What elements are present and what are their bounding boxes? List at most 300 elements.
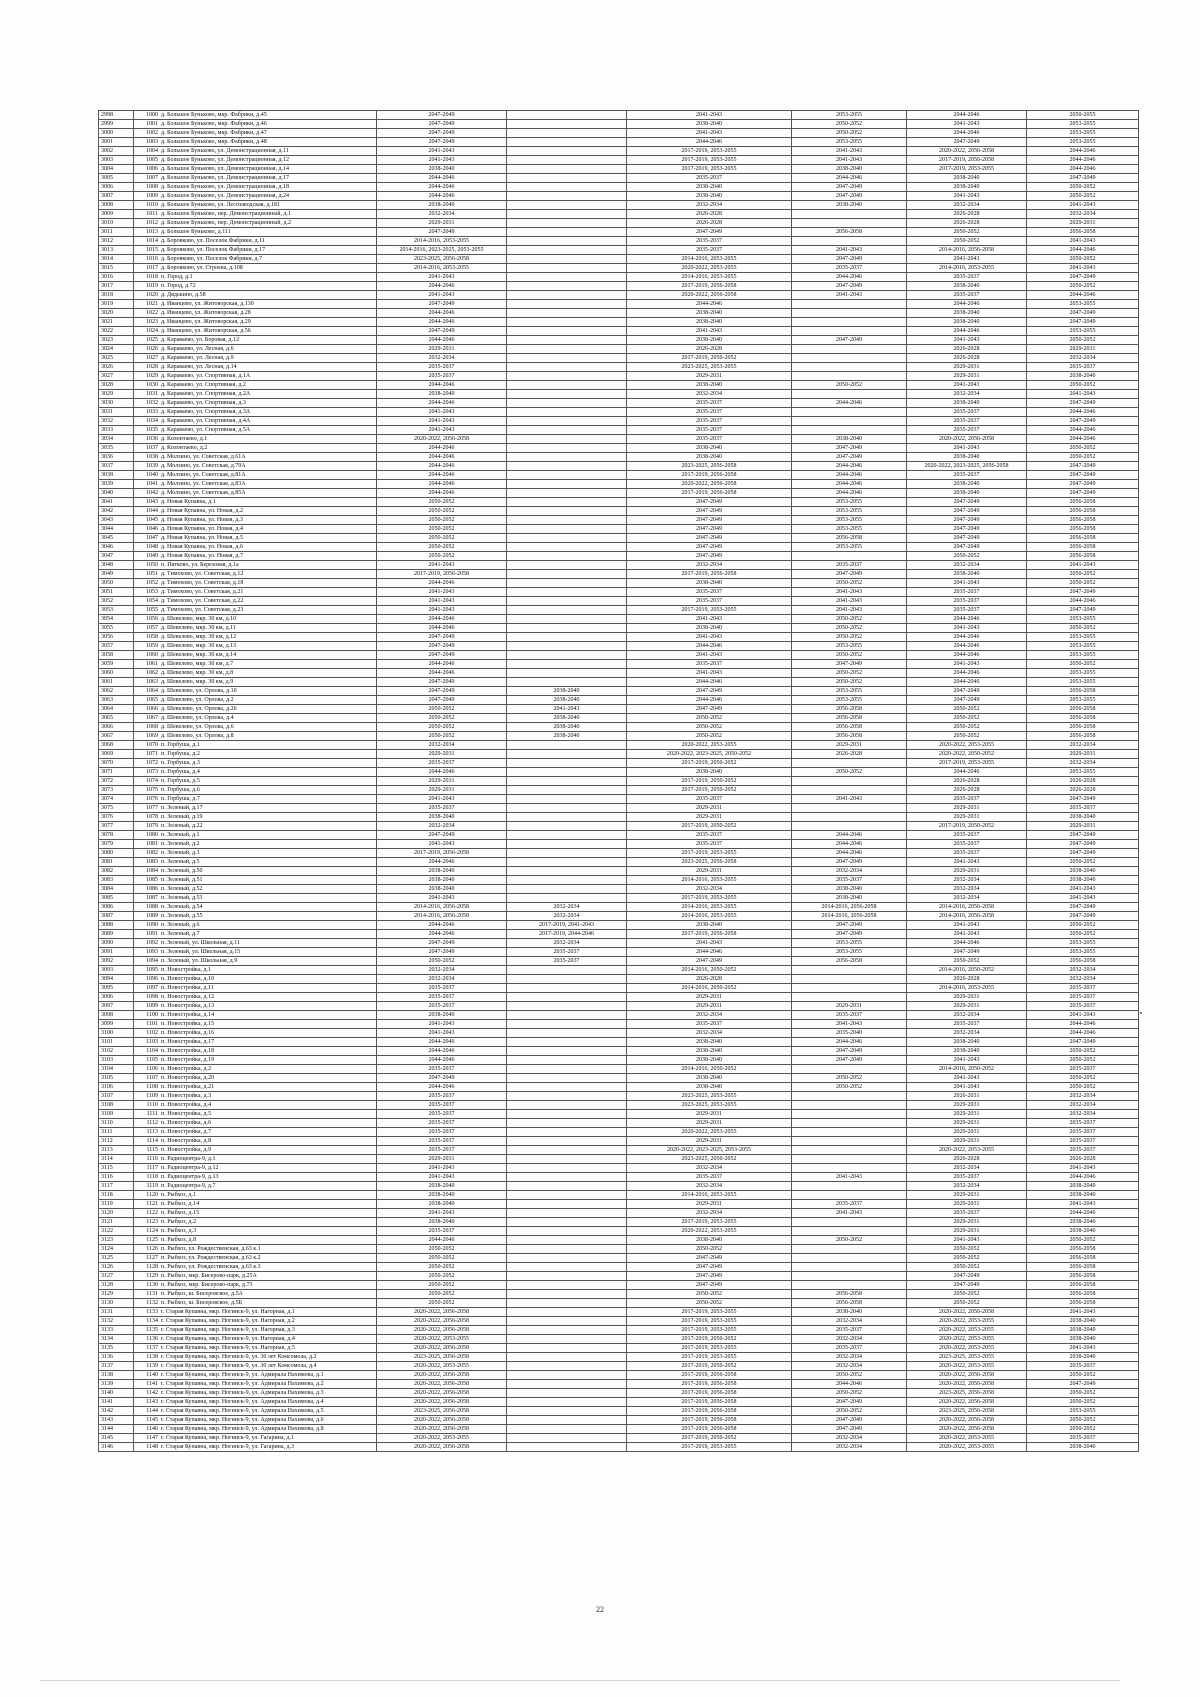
address-cell bbox=[134, 894, 377, 903]
address-cell bbox=[134, 273, 377, 282]
row-number-cell: 3138 bbox=[99, 1371, 134, 1380]
period-cell-6: 2056-2058 bbox=[1027, 543, 1139, 552]
period-cell-4: 2053-2055 bbox=[792, 939, 907, 948]
period-cell-3: 2038-2040 bbox=[627, 1236, 792, 1245]
address-text: п. Рыбхоз, д.15 bbox=[161, 1210, 200, 1216]
address-cell bbox=[134, 345, 377, 354]
row-number-cell: 3073 bbox=[99, 786, 134, 795]
period-cell-6: 2056-2058 bbox=[1027, 516, 1139, 525]
row-number-cell: 3091 bbox=[99, 948, 134, 957]
period-cell-3: 2035-2037 bbox=[627, 831, 792, 840]
address-cell bbox=[134, 768, 377, 777]
period-cell-2: 2032-2034 bbox=[507, 939, 627, 948]
period-cell-6: 2047-2049 bbox=[1027, 174, 1139, 183]
item-number: 1048 bbox=[146, 544, 158, 550]
table-row bbox=[99, 930, 1139, 939]
period-cell-1: 2044-2046 bbox=[377, 192, 507, 201]
row-number-cell: 3061 bbox=[99, 678, 134, 687]
period-cell-4 bbox=[792, 210, 907, 219]
period-cell-2 bbox=[507, 1200, 627, 1209]
period-cell-3: 2041-2043 bbox=[627, 939, 792, 948]
row-number-cell: 3045 bbox=[99, 534, 134, 543]
period-cell-1: 2020-2022, 2056-2058 bbox=[377, 1398, 507, 1407]
table-row bbox=[99, 462, 1139, 471]
period-cell-1: 2044-2046 bbox=[377, 480, 507, 489]
row-number-cell: 3145 bbox=[99, 1434, 134, 1443]
period-cell-1: 2044-2046 bbox=[377, 858, 507, 867]
period-cell-3: 2014-2016, 2050-2052 bbox=[627, 966, 792, 975]
address-text: п. Новостройка, д.16 bbox=[161, 1030, 215, 1036]
item-number: 1013 bbox=[146, 229, 158, 235]
period-cell-6: 2053-2055 bbox=[1027, 120, 1139, 129]
period-cell-1: 2047-2049 bbox=[377, 831, 507, 840]
period-cell-4: 2035-2037 bbox=[792, 1344, 907, 1353]
row-number-cell: 3101 bbox=[99, 1038, 134, 1047]
address-text: п. Новостройка, д.17 bbox=[161, 1039, 215, 1045]
period-cell-3: 2035-2037 bbox=[627, 174, 792, 183]
table-row bbox=[99, 1011, 1139, 1020]
period-cell-6: 2053-2055 bbox=[1027, 615, 1139, 624]
period-cell-5: 2026-2028 bbox=[907, 1155, 1027, 1164]
period-cell-6: 2038-2040 bbox=[1027, 1326, 1139, 1335]
period-cell-5: 2026-2028 bbox=[907, 975, 1027, 984]
table-row bbox=[99, 273, 1139, 282]
period-cell-2 bbox=[507, 813, 627, 822]
table-row bbox=[99, 1443, 1139, 1452]
item-number: 1078 bbox=[146, 814, 158, 820]
period-cell-6: 2053-2055 bbox=[1027, 633, 1139, 642]
row-number-cell: 3121 bbox=[99, 1218, 134, 1227]
period-cell-4: 2044-2046 bbox=[792, 849, 907, 858]
period-cell-6: 2044-2046 bbox=[1027, 165, 1139, 174]
period-cell-6: 2029-2031 bbox=[1027, 219, 1139, 228]
address-text: п. Зеленый, д.53 bbox=[161, 895, 203, 901]
address-text: д. Шевелево, мкр. 30 км, д.13 bbox=[161, 643, 237, 649]
table-row bbox=[99, 1380, 1139, 1389]
table-body bbox=[99, 111, 1139, 1452]
period-cell-6: 2041-2043 bbox=[1027, 561, 1139, 570]
period-cell-6: 2050-2052 bbox=[1027, 1416, 1139, 1425]
period-cell-1: 2047-2049 bbox=[377, 642, 507, 651]
period-cell-6: 2056-2058 bbox=[1027, 1272, 1139, 1281]
item-number: 1126 bbox=[146, 1246, 158, 1252]
period-cell-4: 2038-2040 bbox=[792, 435, 907, 444]
item-number: 1122 bbox=[146, 1210, 158, 1216]
period-cell-5: 2029-2031 bbox=[907, 1191, 1027, 1200]
address-text: д. Караваево, ул. Спортивная, д.2 bbox=[161, 382, 246, 388]
address-text: п. Рыбхоз, д.14 bbox=[161, 1201, 200, 1207]
row-number-cell: 3084 bbox=[99, 885, 134, 894]
period-cell-1: 2050-2052 bbox=[377, 957, 507, 966]
address-cell bbox=[134, 1245, 377, 1254]
period-cell-1: 2041-2043 bbox=[377, 894, 507, 903]
period-cell-3: 2050-2052 bbox=[627, 732, 792, 741]
item-number: 1051 bbox=[146, 571, 158, 577]
period-cell-6: 2044-2046 bbox=[1027, 156, 1139, 165]
table-row bbox=[99, 345, 1139, 354]
address-text: п. Рыбхоз, д.2 bbox=[161, 1219, 197, 1225]
period-cell-5: 2044-2046 bbox=[907, 939, 1027, 948]
item-number: 1032 bbox=[146, 400, 158, 406]
item-number: 1093 bbox=[146, 949, 158, 955]
period-cell-5: 2020-2022, 2053-2055 bbox=[907, 1326, 1027, 1335]
period-cell-5: 2017-2019, 2053-2055 bbox=[907, 165, 1027, 174]
item-number: 1069 bbox=[146, 733, 158, 739]
period-cell-3: 2035-2037 bbox=[627, 588, 792, 597]
period-cell-6: 2053-2055 bbox=[1027, 327, 1139, 336]
period-cell-2 bbox=[507, 561, 627, 570]
address-cell bbox=[134, 426, 377, 435]
period-cell-2 bbox=[507, 741, 627, 750]
item-number: 1050 bbox=[146, 562, 158, 568]
item-number: 1139 bbox=[146, 1363, 158, 1369]
address-text: д. Боровково, ул. Поселок Фабрики, д.7 bbox=[161, 256, 263, 262]
period-cell-1: 2044-2046 bbox=[377, 462, 507, 471]
period-cell-1: 2044-2046 bbox=[377, 336, 507, 345]
table-row bbox=[99, 1434, 1139, 1443]
address-text: п. Рыбхоз, ул. Рождественская, д.63 к.1 bbox=[161, 1246, 261, 1252]
address-cell bbox=[134, 822, 377, 831]
table-row bbox=[99, 1236, 1139, 1245]
address-text: п. Зеленый, д.7 bbox=[161, 931, 200, 937]
address-cell bbox=[134, 1344, 377, 1353]
period-cell-6: 2047-2049 bbox=[1027, 903, 1139, 912]
period-cell-1: 2038-2040 bbox=[377, 165, 507, 174]
period-cell-6: 2041-2043 bbox=[1027, 264, 1139, 273]
row-number-cell: 3007 bbox=[99, 192, 134, 201]
period-cell-3: 2035-2037 bbox=[627, 408, 792, 417]
period-cell-5: 2020-2022, 2053-2055 bbox=[907, 1434, 1027, 1443]
address-text: д. Новая Купавна, д.1 bbox=[161, 499, 216, 505]
item-number: 1130 bbox=[146, 1282, 158, 1288]
item-number: 1120 bbox=[146, 1192, 158, 1198]
item-number: 1063 bbox=[146, 679, 158, 685]
row-number-cell: 3060 bbox=[99, 669, 134, 678]
row-number-cell: 3106 bbox=[99, 1083, 134, 1092]
address-text: д. Большое Буньково, ул. Лесозаводская, д.181 bbox=[161, 202, 281, 208]
table-row bbox=[99, 624, 1139, 633]
period-cell-6: 2056-2058 bbox=[1027, 687, 1139, 696]
address-text: п. Новостройка, д.9 bbox=[161, 1147, 212, 1153]
period-cell-1: 2044-2046 bbox=[377, 1047, 507, 1056]
item-number: 1047 bbox=[146, 535, 158, 541]
table-row bbox=[99, 849, 1139, 858]
period-cell-6: 2035-2037 bbox=[1027, 1137, 1139, 1146]
period-cell-3: 2029-2031 bbox=[627, 1137, 792, 1146]
item-number: 1148 bbox=[146, 1444, 158, 1450]
period-cell-2 bbox=[507, 1110, 627, 1119]
row-number-cell: 3009 bbox=[99, 210, 134, 219]
table-row bbox=[99, 750, 1139, 759]
period-cell-4: 2035-2037 bbox=[792, 1011, 907, 1020]
period-cell-3: 2017-2019, 2053-2055 bbox=[627, 1218, 792, 1227]
period-cell-4: 2044-2046 bbox=[792, 840, 907, 849]
period-cell-5: 2050-2052 bbox=[907, 1245, 1027, 1254]
period-cell-3: 2017-2019, 2056-2058 bbox=[627, 1398, 792, 1407]
address-cell bbox=[134, 840, 377, 849]
period-cell-1: 2050-2052 bbox=[377, 1245, 507, 1254]
period-cell-6: 2050-2052 bbox=[1027, 1074, 1139, 1083]
item-number: 1022 bbox=[146, 310, 158, 316]
table-row bbox=[99, 1362, 1139, 1371]
address-cell bbox=[134, 156, 377, 165]
period-cell-3: 2017-2019, 2056-2058 bbox=[627, 282, 792, 291]
period-cell-2 bbox=[507, 264, 627, 273]
item-number: 1081 bbox=[146, 841, 158, 847]
row-number-cell: 3102 bbox=[99, 1047, 134, 1056]
period-cell-3: 2017-2019, 2056-2058 bbox=[627, 1371, 792, 1380]
period-cell-3: 2038-2040 bbox=[627, 921, 792, 930]
period-cell-2 bbox=[507, 471, 627, 480]
period-cell-3: 2026-2028 bbox=[627, 210, 792, 219]
period-cell-4: 2050-2052 bbox=[792, 1074, 907, 1083]
period-cell-6: 2050-2052 bbox=[1027, 858, 1139, 867]
period-cell-1: 2023-2025, 2056-2058 bbox=[377, 1407, 507, 1416]
address-cell bbox=[134, 201, 377, 210]
address-text: п. Горбуша, д.3 bbox=[161, 760, 200, 766]
table-row bbox=[99, 1272, 1139, 1281]
address-text: д. Иванцево, ул. Житоворская, д.56 bbox=[161, 328, 251, 334]
row-number-cell: 3055 bbox=[99, 624, 134, 633]
address-cell bbox=[134, 1254, 377, 1263]
table-row bbox=[99, 660, 1139, 669]
table-row bbox=[99, 435, 1139, 444]
row-number-cell: 3104 bbox=[99, 1065, 134, 1074]
address-text: д. Караваево, ул. Спортивная, д.4А bbox=[161, 418, 251, 424]
period-cell-5: 2047-2049 bbox=[907, 516, 1027, 525]
period-cell-6: 2056-2058 bbox=[1027, 534, 1139, 543]
item-number: 1118 bbox=[146, 1174, 158, 1180]
period-cell-3: 2017-2019, 2050-2052 bbox=[627, 354, 792, 363]
address-text: г. Старая Купавна, мкр. Ногинск-9, ул. Нагорная, д.2 bbox=[161, 1318, 295, 1324]
period-cell-6: 2044-2046 bbox=[1027, 291, 1139, 300]
period-cell-4: 2050-2052 bbox=[792, 1236, 907, 1245]
period-cell-5: 2020-2022, 2053-2055 bbox=[907, 1362, 1027, 1371]
item-number: 1113 bbox=[146, 1129, 158, 1135]
period-cell-4: 2041-2043 bbox=[792, 1020, 907, 1029]
period-cell-2 bbox=[507, 1389, 627, 1398]
period-cell-3: 2023-2025, 2056-2058 bbox=[627, 462, 792, 471]
row-number-cell: 2999 bbox=[99, 120, 134, 129]
period-cell-3: 2035-2037 bbox=[627, 1020, 792, 1029]
item-number: 1039 bbox=[146, 463, 158, 469]
item-number: 1052 bbox=[146, 580, 158, 586]
address-text: д. Шевелево, мкр. 30 км, д.8 bbox=[161, 670, 234, 676]
period-cell-4: 2032-2034 bbox=[792, 1434, 907, 1443]
period-cell-1: 2041-2043 bbox=[377, 840, 507, 849]
period-cell-5: 2044-2046 bbox=[907, 669, 1027, 678]
period-cell-3: 2020-2022, 2023-2025, 2053-2055 bbox=[627, 1146, 792, 1155]
period-cell-4: 2029-2031 bbox=[792, 1002, 907, 1011]
period-cell-2 bbox=[507, 822, 627, 831]
period-cell-2 bbox=[507, 399, 627, 408]
period-cell-4 bbox=[792, 1245, 907, 1254]
address-text: п. Горбуша, д.1 bbox=[161, 742, 200, 748]
address-text: д. Караваево, ул. Спортивная, д.5А bbox=[161, 427, 251, 433]
period-cell-1: 2044-2046 bbox=[377, 624, 507, 633]
period-cell-4 bbox=[792, 1119, 907, 1128]
period-cell-5: 2020-2022, 2056-2058 bbox=[907, 1416, 1027, 1425]
address-text: п. Рыбхоз, ш. Бисеровское, д.5Б bbox=[161, 1300, 243, 1306]
row-number-cell: 3048 bbox=[99, 561, 134, 570]
item-number: 1000 bbox=[146, 112, 158, 118]
period-cell-3: 2014-2016, 2053-2055 bbox=[627, 273, 792, 282]
period-cell-4: 2047-2049 bbox=[792, 660, 907, 669]
period-cell-4: 2044-2046 bbox=[792, 174, 907, 183]
table-row bbox=[99, 219, 1139, 228]
address-text: п. Рыбхоз, д.8 bbox=[161, 1237, 197, 1243]
table-row bbox=[99, 642, 1139, 651]
address-cell bbox=[134, 1191, 377, 1200]
address-text: п. Рыбхоз, мкр. Бисерово-парк, д.73 bbox=[161, 1282, 253, 1288]
row-number-cell: 3114 bbox=[99, 1155, 134, 1164]
item-number: 1095 bbox=[146, 967, 158, 973]
period-cell-2 bbox=[507, 615, 627, 624]
address-cell bbox=[134, 318, 377, 327]
period-cell-2 bbox=[507, 390, 627, 399]
table-row bbox=[99, 498, 1139, 507]
period-cell-4 bbox=[792, 327, 907, 336]
item-number: 1049 bbox=[146, 553, 158, 559]
period-cell-3: 2020-2022, 2056-2058 bbox=[627, 480, 792, 489]
table-row bbox=[99, 1191, 1139, 1200]
period-cell-3: 2038-2040 bbox=[627, 768, 792, 777]
period-cell-3: 2032-2034 bbox=[627, 561, 792, 570]
table-row bbox=[99, 516, 1139, 525]
period-cell-5: 2044-2046 bbox=[907, 111, 1027, 120]
period-cell-5: 2041-2043 bbox=[907, 336, 1027, 345]
table-row bbox=[99, 129, 1139, 138]
address-cell bbox=[134, 1182, 377, 1191]
row-number-cell: 3131 bbox=[99, 1308, 134, 1317]
address-text: п. Новостройка, д.10 bbox=[161, 976, 215, 982]
period-cell-1: 2050-2052 bbox=[377, 1281, 507, 1290]
period-cell-6: 2050-2052 bbox=[1027, 1083, 1139, 1092]
period-cell-6: 2056-2058 bbox=[1027, 1290, 1139, 1299]
period-cell-1: 2038-2040 bbox=[377, 876, 507, 885]
row-number-cell: 3057 bbox=[99, 642, 134, 651]
table-row bbox=[99, 1002, 1139, 1011]
period-cell-6: 2047-2049 bbox=[1027, 462, 1139, 471]
period-cell-3: 2029-2031 bbox=[627, 993, 792, 1002]
address-text: г. Старая Купавна, мкр. Ногинск-9, ул. 30 лет Комсомола, д.4 bbox=[161, 1363, 317, 1369]
period-cell-4 bbox=[792, 1164, 907, 1173]
row-number-cell: 3135 bbox=[99, 1344, 134, 1353]
period-cell-6: 2044-2046 bbox=[1027, 435, 1139, 444]
period-cell-4 bbox=[792, 813, 907, 822]
period-cell-4: 2044-2046 bbox=[792, 1380, 907, 1389]
period-cell-6: 2056-2058 bbox=[1027, 1281, 1139, 1290]
period-cell-5: 2044-2046 bbox=[907, 678, 1027, 687]
item-number: 1135 bbox=[146, 1327, 158, 1333]
item-number: 1123 bbox=[146, 1219, 158, 1225]
row-number-cell: 3136 bbox=[99, 1353, 134, 1362]
period-cell-4: 2041-2043 bbox=[792, 597, 907, 606]
period-cell-1: 2050-2052 bbox=[377, 705, 507, 714]
table-row bbox=[99, 615, 1139, 624]
period-cell-6: 2050-2052 bbox=[1027, 453, 1139, 462]
period-cell-5: 2014-2016, 2053-2055 bbox=[907, 984, 1027, 993]
period-cell-1: 2044-2046 bbox=[377, 489, 507, 498]
table-row bbox=[99, 471, 1139, 480]
period-cell-3: 2020-2022, 2023-2025, 2050-2052 bbox=[627, 750, 792, 759]
address-cell bbox=[134, 1434, 377, 1443]
period-cell-4: 2014-2016, 2056-2058 bbox=[792, 912, 907, 921]
address-cell bbox=[134, 1389, 377, 1398]
item-number: 1040 bbox=[146, 472, 158, 478]
address-text: д. Караваево, ул. Лесная, д.9 bbox=[161, 355, 234, 361]
period-cell-3: 2038-2040 bbox=[627, 336, 792, 345]
item-number: 1111 bbox=[146, 1111, 158, 1117]
period-cell-4 bbox=[792, 1128, 907, 1137]
period-cell-2 bbox=[507, 1065, 627, 1074]
period-cell-2 bbox=[507, 318, 627, 327]
item-number: 1080 bbox=[146, 832, 158, 838]
period-cell-4: 2047-2049 bbox=[792, 570, 907, 579]
address-text: г. Старая Купавна, мкр. Ногинск-9, ул. Нагорная, д.1 bbox=[161, 1309, 295, 1315]
period-cell-5: 2047-2049 bbox=[907, 543, 1027, 552]
row-number-cell: 3063 bbox=[99, 696, 134, 705]
period-cell-5: 2020-2022, 2056-2058 bbox=[907, 1398, 1027, 1407]
item-number: 1025 bbox=[146, 337, 158, 343]
period-cell-4: 2047-2049 bbox=[792, 453, 907, 462]
period-cell-2 bbox=[507, 435, 627, 444]
period-cell-3: 2050-2052 bbox=[627, 723, 792, 732]
period-cell-5: 2029-2031 bbox=[907, 804, 1027, 813]
address-text: д. Большое Буньково, мкр. Фабрики, д.48 bbox=[161, 139, 267, 145]
item-number: 1092 bbox=[146, 940, 158, 946]
address-cell bbox=[134, 1155, 377, 1164]
period-cell-4: 2047-2049 bbox=[792, 1416, 907, 1425]
item-number: 1134 bbox=[146, 1318, 158, 1324]
address-text: г. Старая Купавна, мкр. Ногинск-9, ул. Гагарина, д.3 bbox=[161, 1444, 295, 1450]
address-cell bbox=[134, 390, 377, 399]
row-number-cell: 3105 bbox=[99, 1074, 134, 1083]
period-cell-2 bbox=[507, 1029, 627, 1038]
item-number: 1083 bbox=[146, 859, 158, 865]
period-cell-2 bbox=[507, 660, 627, 669]
period-cell-5: 2026-2028 bbox=[907, 219, 1027, 228]
period-cell-1: 2029-2031 bbox=[377, 219, 507, 228]
address-text: д. Боровково, ул. Поселок Фабрики, д.17 bbox=[161, 247, 266, 253]
period-cell-1: 2032-2034 bbox=[377, 741, 507, 750]
period-cell-1: 2020-2022, 2056-2058 bbox=[377, 1416, 507, 1425]
period-cell-1: 2041-2043 bbox=[377, 273, 507, 282]
row-number-cell: 3038 bbox=[99, 471, 134, 480]
period-cell-4 bbox=[792, 759, 907, 768]
table-row bbox=[99, 165, 1139, 174]
address-text: г. Старая Купавна, мкр. Ногинск-9, ул. Адмирала Нахимова, д.8 bbox=[161, 1426, 324, 1432]
period-cell-1: 2029-2031 bbox=[377, 777, 507, 786]
period-cell-3: 2017-2019, 2050-2052 bbox=[627, 777, 792, 786]
period-cell-2 bbox=[507, 1425, 627, 1434]
table-row bbox=[99, 1425, 1139, 1434]
address-cell bbox=[134, 1173, 377, 1182]
period-cell-1: 2038-2040 bbox=[377, 867, 507, 876]
period-cell-3: 2020-2022, 2053-2055 bbox=[627, 1128, 792, 1137]
address-cell bbox=[134, 534, 377, 543]
period-cell-2 bbox=[507, 534, 627, 543]
period-cell-4 bbox=[792, 1101, 907, 1110]
period-cell-4: 2029-2031 bbox=[792, 741, 907, 750]
period-cell-1: 2035-2037 bbox=[377, 363, 507, 372]
period-cell-1: 2032-2034 bbox=[377, 966, 507, 975]
table-row bbox=[99, 1308, 1139, 1317]
period-cell-2 bbox=[507, 858, 627, 867]
row-number-cell: 3078 bbox=[99, 831, 134, 840]
row-number-cell: 3103 bbox=[99, 1056, 134, 1065]
address-text: п. Новостройка, д.21 bbox=[161, 1084, 215, 1090]
